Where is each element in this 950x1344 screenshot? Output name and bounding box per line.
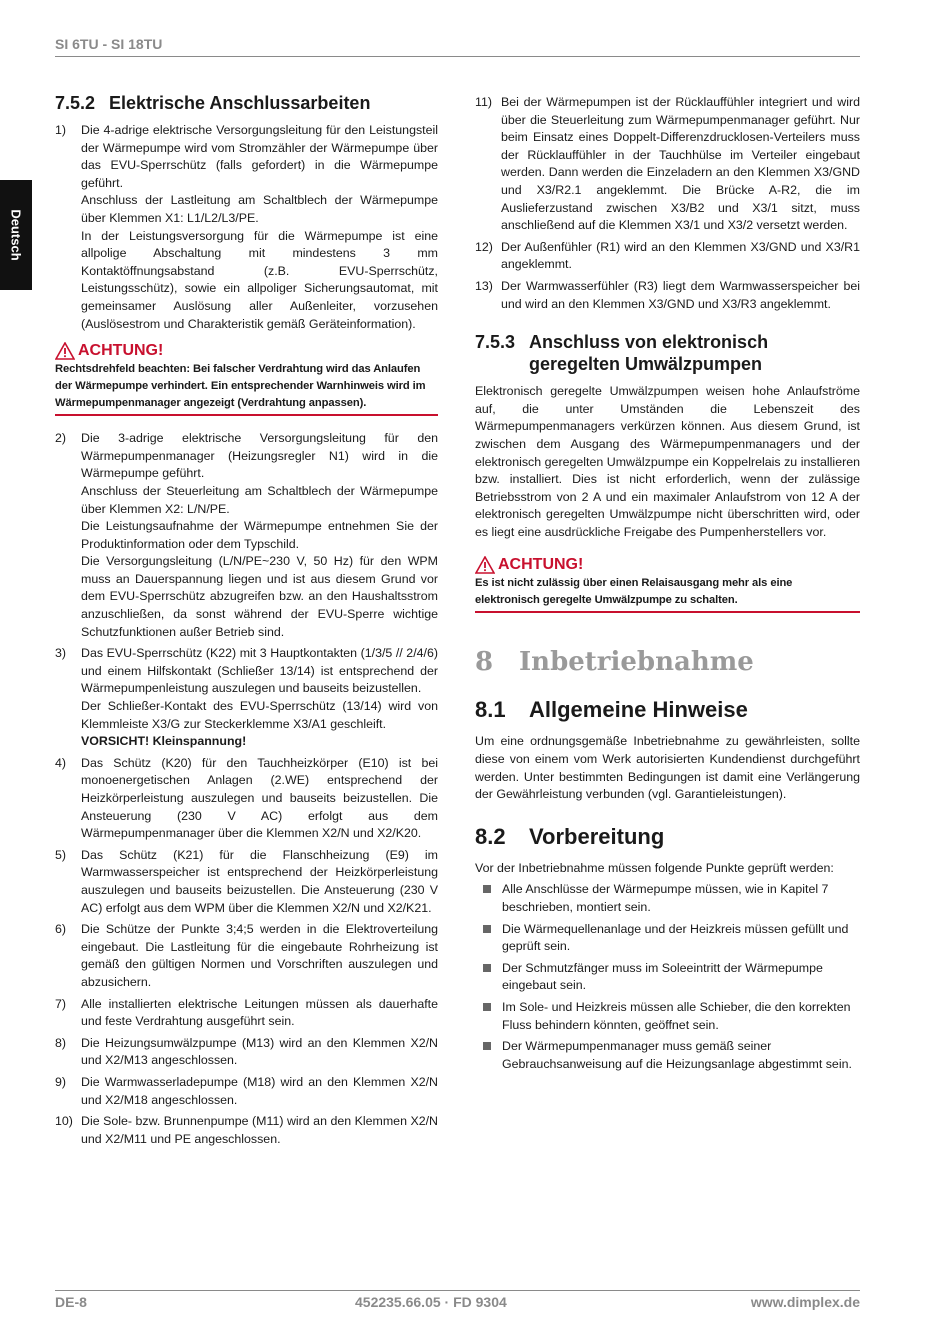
- warning-title: [475, 555, 860, 575]
- item-paragraph: Die Sole- bzw. Brunnenpumpe (M11) wird an den Klemmen X2/N und X2/M11 und PE angeschlossen.: [81, 1114, 438, 1146]
- paragraph-8-2: Vor der Inbetriebnahme müssen folgende Punkte geprüft werden:: [475, 860, 834, 875]
- item-number: 13): [475, 278, 493, 293]
- right-column: [475, 94, 860, 1077]
- item-paragraph: Die 3-adrige elektrische Versorgungsleitung für den Wärmepumpenmanager (Heizungsregler N1) wird in die Wärmepumpe geführt.: [81, 431, 438, 481]
- item-number: 5): [55, 847, 67, 862]
- item-paragraph: Die Leistungsaufnahme der Wärmepumpe entnehmen Sie der Produktinformation oder dem Typschild.: [81, 519, 438, 551]
- warning-triangle-icon: [475, 556, 495, 574]
- item-paragraph: Die Heizungsumwälzpumpe (M13) wird an den Klemmen X2/N und X2/M13 angeschlossen.: [81, 1035, 438, 1068]
- item-paragraph: Die Versorgungsleitung (L/N/PE~230 V, 50 Hz) für den WPM muss an Dauerspannung liegen und ist aus diesem Grund vor dem EVU-Sperrschütz abzugreifen bzw. an den Haushaltsstrom anzuschließen, da sonst während der EVU-Sperre wichtige Schutzfunktionen außer Betrieb sind.: [81, 554, 438, 639]
- item-paragraph: Der Schließer-Kontakt des EVU-Sperrschütz (13/14) wird von Klemmleiste X3/G zur Steckerklemme X3/A1 geschleift.: [81, 699, 438, 731]
- warning-box: [475, 555, 860, 613]
- item-number: 8): [55, 1035, 67, 1050]
- page-number: DE-8: [55, 1294, 87, 1310]
- list-item: [55, 1074, 438, 1109]
- checklist-text: Der Wärmepumpenmanager muss gemäß seiner Gebrauchsanweisung auf die Heizungsanlage abgestimmt sein.: [502, 1039, 852, 1071]
- section-title: Elektrische Anschlussarbeiten: [109, 93, 371, 113]
- item-caution: VORSICHT! Kleinspannung!: [81, 734, 247, 749]
- section-number: 8.2: [475, 823, 506, 849]
- header-title: SI 6TU - SI 18TU: [55, 36, 163, 52]
- item-number: 9): [55, 1074, 67, 1089]
- instruction-list-b: [55, 430, 438, 1148]
- instruction-list-c: [475, 94, 860, 313]
- left-column: [55, 92, 438, 1152]
- warning-text: Rechtsdrehfeld beachten: Bei falscher Verdrahtung wird das Anlaufen der Wärmepumpe verhindert. Ein entsprechender Warnhinweis wird im Wärmepumpenmanager angezeigt (Verdrahtung anpassen).: [55, 363, 426, 410]
- item-paragraph: Das Schütz (K21) für die Flanschheizung (E9) im Warmwasserspeicher ist entsprechend der Heizkörperleistung auszulegen und bauseits beizustellen. Die Ansteuerung (230 V AC) erfolgt aus dem WPM über die Klemmen X2/N und X2/K21.: [81, 847, 438, 915]
- section-title: Anschluss von elektronisch geregelten Umwälzpumpen: [529, 332, 769, 375]
- list-item: [55, 430, 438, 641]
- section-heading-8-1: [475, 697, 860, 723]
- item-paragraph: Alle installierten elektrische Leitungen müssen als dauerhafte und feste Verdrahtung ausgeführt sein.: [81, 996, 438, 1029]
- website-url: www.dimplex.de: [750, 1294, 860, 1310]
- section-number: 8.1: [475, 697, 506, 723]
- list-item: [55, 921, 438, 991]
- page-footer: [55, 1290, 860, 1317]
- section-heading-7-5-2: [55, 92, 438, 114]
- item-paragraph: Das EVU-Sperrschütz (K22) mit 3 Hauptkontakten (1/3/5 // 2/4/6) und einem Hilfskontakt (Schließer 13/14) ist entsprechend der Wärmepumpenleistung auszulegen und bauseits beizustellen.: [81, 646, 438, 696]
- section-number: 7.5.3: [475, 332, 516, 353]
- item-paragraph: Die 4-adrige elektrische Versorgungsleitung für den Leistungsteil der Wärmepumpe wird vom Stromzähler der Wärmepumpe über das EVU-Sperrschütz (falls gefordert) in die Wärmepumpe geführt.: [81, 123, 438, 190]
- checklist-text: Alle Anschlüsse der Wärmepumpe müssen, wie in Kapitel 7 beschrieben, montiert sein.: [502, 882, 829, 915]
- list-item: [55, 996, 438, 1031]
- paragraph-7-5-3: Elektronisch geregelte Umwälzpumpen weisen hohe Anlaufströme auf, die unter Umständen die Lebenszeit des Wärmepumpenmanagers verkürzen können. Aus diesem Grund, ist zwischen dem Ausgang des Wärmepumpenmanagers und der elektronisch geregelten Umwälzpumpe ein Koppelrelais zu installieren bzw. installiert. Dies ist nicht erforderlich, wenn der zulässige Betriebsstrom von 2 A und ein maximaler Anlaufstrom von 12 A der elektronisch geregelten Umwälzpumpe nicht überschritten wird, oder es liegt eine ausdrückliche Freigabe des Pumpenherstellers vor.: [475, 384, 860, 539]
- item-paragraph: Die Warmwasserladepumpe (M18) wird an den Klemmen X2/N und X2/M18 angeschlossen.: [81, 1074, 438, 1107]
- warning-triangle-icon: [55, 342, 75, 360]
- section-title: Allgemeine Hinweise: [529, 697, 748, 723]
- section-number: 7.5.2: [55, 93, 96, 113]
- list-item: [475, 278, 860, 313]
- checklist: [475, 881, 860, 1073]
- section-title: Vorbereitung: [529, 823, 665, 849]
- square-bullet-icon: [483, 1003, 491, 1011]
- item-paragraph: Die Schütze der Punkte 3;4;5 werden in die Elektroverteilung eingebaut. Die Lastleitung für die eingebaute Rohrheizung ist gemäß den gültigen Normen und Vorschriften auszulegen und abzusichern.: [81, 922, 438, 989]
- square-bullet-icon: [483, 885, 491, 893]
- item-number: 12): [475, 239, 493, 254]
- chapter-number: 8: [475, 647, 494, 678]
- chapter-heading-8: [475, 647, 860, 677]
- item-number: 6): [55, 922, 67, 937]
- warning-title: [55, 341, 438, 361]
- paragraph-8-1: Um eine ordnungsgemäße Inbetriebnahme zu gewährleisten, sollte diese von einem vom Werk autorisierten Kundendienst durchgeführt werden. Unter bestimmten Bedingungen ist damit eine Verlängerung der Gewährleistung verbunden (vgl. Garantieleistungen).: [475, 734, 860, 802]
- list-item: [55, 755, 438, 843]
- checklist-item: [475, 960, 860, 995]
- checklist-item: [475, 1038, 860, 1073]
- item-number: 10): [55, 1114, 73, 1129]
- square-bullet-icon: [483, 964, 491, 972]
- item-number: 4): [55, 755, 67, 770]
- item-paragraph: Der Warmwasserfühler (R3) liegt dem Warmwasserspeicher bei und wird an den Klemmen X3/GND und X3/R3 angeklemmt.: [501, 278, 860, 311]
- instruction-list-a: [55, 122, 438, 333]
- checklist-text: Der Schmutzfänger muss im Soleeintritt der Wärmepumpe eingebaut sein.: [502, 960, 823, 993]
- document-number: 452235.66.05 · FD 9304: [355, 1294, 507, 1310]
- warning-label: ACHTUNG!: [498, 556, 584, 574]
- list-item: [55, 1035, 438, 1070]
- item-number: 1): [55, 123, 67, 137]
- checklist-text: Die Wärmequellenanlage und der Heizkreis müssen gefüllt und geprüft sein.: [502, 921, 849, 954]
- checklist-item: [475, 999, 860, 1034]
- item-paragraph: In der Leistungsversorgung für die Wärmepumpe ist eine allpolige Abschaltung mit mindestens 3 mm Kontaktöffnungsabstand (z.B. EVU-Sperrschütz, Leistungsschütz), sowie ein allpoliger Sicherungsautomat, mit gemeinsamer Auslösung aller Außenleiter, vorzusehen (Auslösestrom und Charakteristik gemäß Geräteinformation).: [81, 228, 438, 331]
- square-bullet-icon: [483, 925, 491, 933]
- list-item: [55, 645, 438, 751]
- chapter-title: Inbetriebnahme: [519, 647, 754, 678]
- language-tab-label: Deutsch: [8, 209, 24, 261]
- item-paragraph: Anschluss der Lastleitung am Schaltblech der Wärmepumpe über Klemmen X1: L1/L2/L3/PE.: [81, 193, 438, 225]
- warning-text: Es ist nicht zulässig über einen Relaisausgang mehr als eine elektronisch geregelte Umwälzpumpe zu schalten.: [475, 577, 793, 607]
- section-heading-7-5-3: [475, 331, 860, 375]
- section-heading-8-2: [475, 824, 860, 850]
- list-item: [55, 122, 438, 333]
- warning-box: [55, 341, 438, 416]
- list-item: [55, 847, 438, 917]
- item-number: 2): [55, 431, 67, 446]
- item-paragraph: Anschluss der Steuerleitung am Schaltblech der Wärmepumpe über Klemmen X2: L/N/PE.: [81, 483, 438, 516]
- item-paragraph: Das Schütz (K20) für den Tauchheizkörper (E10) ist bei monoenergetischen Anlagen (2.WE) entsprechend der Heizkörperleistung auszulegen und bauseits beizustellen. Die Ansteuerung (230 V AC) erfolgt aus dem Wärmepumpenmanager über die Klemmen X2/N und X2/K20.: [81, 755, 438, 841]
- checklist-text: Im Sole- und Heizkreis müssen alle Schieber, die den korrekten Fluss behindern könnten, geöffnet sein.: [502, 1000, 851, 1032]
- language-tab: [0, 180, 32, 290]
- item-number: 3): [55, 646, 67, 661]
- warning-label: ACHTUNG!: [78, 342, 164, 360]
- item-number: 11): [475, 95, 492, 109]
- item-paragraph: Bei der Wärmepumpen ist der Rücklauffühler integriert und wird über die Steuerleitung zum Wärmepumpenmanager geführt. Nur beim Einsatz eines Doppelt-Differenzdrucklosen-Verteilers muss der Rücklauffühler in der Tauchhülse im Verteiler eingebaut werden. Dann werden die Einzeladern an den Klemmen X3/GND und X3/R2.1 angeklemmt. Die Brücke A-R2, die im Auslieferzustand zwischen X3/B2 und X3/1 sitzt, muss anschließend auf die Klemmen X3/1 und X3/2 versetzt werden.: [501, 95, 860, 233]
- square-bullet-icon: [483, 1042, 491, 1050]
- item-number: 7): [55, 996, 67, 1011]
- list-item: [475, 239, 860, 274]
- page-header: [55, 34, 860, 57]
- item-paragraph: Der Außenfühler (R1) wird an den Klemmen X3/GND und X3/R1 angeklemmt.: [501, 239, 860, 272]
- list-item: [55, 1113, 438, 1148]
- checklist-item: [475, 921, 860, 956]
- list-item: [475, 94, 860, 235]
- checklist-item: [475, 881, 860, 916]
